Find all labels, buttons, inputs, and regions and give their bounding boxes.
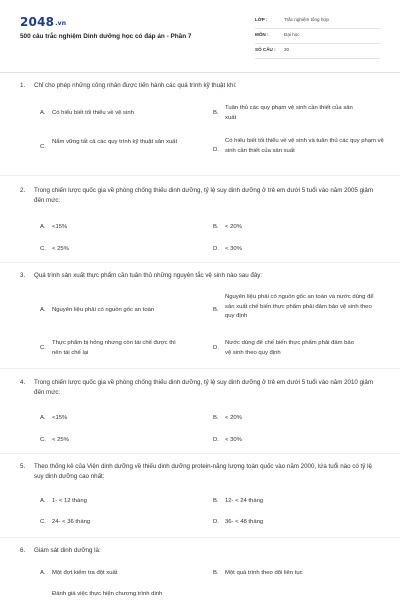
option-letter: A. [40,570,46,576]
document-header [0,0,400,72]
option-text: 24- < 36 tháng [52,519,91,525]
option-text: 1- < 12 tháng [52,498,87,504]
header-divider [0,72,400,73]
meta-value: 30 [284,47,290,52]
meta-row-class [255,15,380,29]
option-text: Thực phẩm bị hỏng nhưng còn tái chế được thì nên tái chế lại [52,340,176,356]
option-text: Có hiểu biết tối thiểu về vệ sinh và tuân thủ các quy phạm vệ sinh cần thiết của sản xuất [225,138,384,154]
meta-value: Đại học [284,32,300,37]
option-letter: A. [40,498,46,504]
question-number: 1. [20,82,26,89]
option-text: < 30% [225,437,242,443]
document-title: 500 câu trắc nghiệm Dinh dưỡng học có đáp án - Phần 7 [20,33,192,40]
option-letter: A. [40,307,46,313]
question-text: 4. Trong chiến lược quốc gia về phòng chống thiếu dinh dưỡng, tỷ lệ suy dinh dưỡng ở trẻ em dưới 5 tuổi vào năm 2010 giảm đến mức: [20,379,373,396]
question-number: 3. [20,272,26,279]
option-text: <15% [52,224,68,230]
meta-key: SỐ CÂU : [255,47,276,52]
option-letter: A. [40,224,46,230]
option-text: <15% [52,415,68,421]
question-6 [20,546,382,597]
option-letter: B. [213,110,219,116]
option-text: < 30% [225,246,242,252]
option-text: < 20% [225,224,242,230]
question-separator [0,175,400,176]
option-text: < 20% [225,415,242,421]
option-text: Nước dùng để chế biến thực phẩm phải đảm bảo vệ sinh theo quy định [225,340,354,356]
question-number: 4. [20,379,26,386]
question-separator [0,537,400,538]
option-letter: D. [213,519,219,525]
question-3 [20,271,382,356]
option-text: Nguyên liệu phải có nguồn gốc an toàn [52,307,155,313]
option-letter: D. [213,246,219,252]
meta-row-subject [255,30,380,44]
question-5 [20,462,382,525]
meta-key: LỚP : [255,17,268,22]
question-number: 6. [20,547,26,554]
option-text: Một quá trình theo dõi liên tục [225,570,303,576]
option-letter: B. [213,224,219,230]
option-letter: B. [213,307,219,313]
option-letter: D. [213,345,219,351]
option-letter: B. [213,498,219,504]
option-letter: C. [40,519,46,525]
site-logo[interactable]: 2048.vn [20,15,67,29]
option-letter: D. [213,147,219,153]
question-number: 5. [20,463,26,470]
option-letter: A. [40,415,46,421]
option-text: Nắm vững tất cả các quy trình kỹ thuật sản xuất [52,139,178,145]
question-separator [0,453,400,454]
question-text: 3. Quá trình sản xuất thực phẩm cần tuân thủ những nguyên tắc vệ sinh nào sau đây: [20,272,263,279]
option-text: < 25% [52,437,69,443]
question-number: 2. [20,187,26,194]
question-text: 2. Trong chiến lược quốc gia về phòng chống thiếu dinh dưỡng, tỷ lệ suy dinh dưỡng ở trẻ em dưới 5 tuổi vào năm 2005 giảm đến mức: [20,187,373,204]
option-letter: D. [213,437,219,443]
meta-key: MÔN : [255,32,269,37]
option-letter: B. [213,570,219,576]
question-text: 1. Chỉ cho phép những công nhân được tiến hành các quá trình kỹ thuật khi: [20,82,237,89]
option-letter: C. [40,246,46,252]
option-text: Có hiểu biết tối thiểu về vệ sinh [52,110,134,116]
question-2 [20,186,382,252]
option-letter: C. [40,144,46,150]
option-letter: C. [40,437,46,443]
option-text: 12- < 24 tháng [225,498,264,504]
document-meta [255,15,380,60]
question-text: 6. Giám sát dinh dưỡng là: [20,547,101,554]
meta-row-count [255,45,380,59]
question-separator [0,262,400,263]
option-letter: B. [213,415,219,421]
option-text: Nguyên liệu phải có nguồn gốc an toàn và nước dùng để sản xuất chế biến thực phẩm phải đảm bảo vệ sinh theo quy định [225,294,374,319]
option-text: Đánh giá việc thực hiện chương trình dinh [52,591,163,597]
option-letter: C. [40,345,46,351]
option-text: 36- < 48 tháng [225,519,264,525]
question-4 [20,378,382,443]
question-text: 5. Theo thống kê của Viện dinh dưỡng về thiếu dinh dưỡng protein-năng lượng toàn quốc vào năm 2000, lứa tuổi nào có tỷ lệ suy dinh dưỡng cao nhất: [20,463,372,480]
question-separator [0,368,400,369]
question-1 [20,81,384,154]
meta-value: Trắc nghiệm tổng hợp [284,17,329,22]
option-text: < 25% [52,246,69,252]
option-text: Tuân thủ các quy phạm vệ sinh cần thiết của sản xuất [225,105,353,121]
option-text: Một đợt kiểm tra đột xuất [52,570,118,576]
option-letter: A. [40,110,46,116]
logo-suffix: .vn [55,20,67,27]
